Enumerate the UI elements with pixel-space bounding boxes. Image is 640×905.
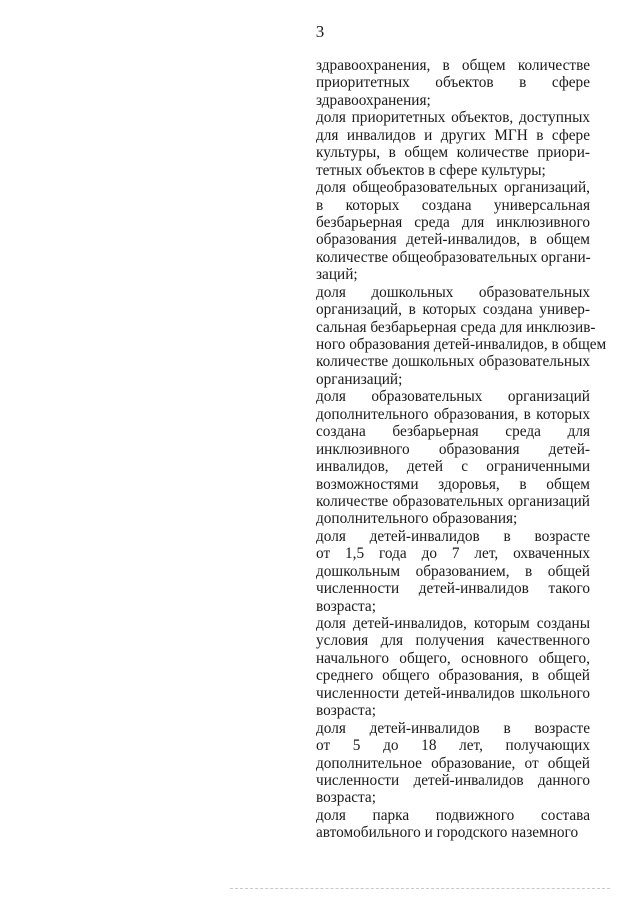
text-line: инвалидов, детей с ограниченными [316, 458, 590, 476]
text-line: доля детей-инвалидов в возрасте [316, 719, 590, 737]
paragraph [316, 807, 590, 842]
paragraph [316, 615, 590, 720]
text-line: условия для получения качественного [316, 632, 590, 650]
document-text-column [316, 57, 607, 842]
text-line: численности детей-инвалидов такого [316, 580, 590, 598]
text-line: среднего общего образования, в общей [316, 667, 590, 685]
text-line: от 1,5 года до 7 лет, охваченных [316, 545, 590, 563]
page-number: 3 [315, 22, 325, 41]
text-line: организаций, в которых создана универ- [316, 301, 590, 319]
text-line: численности детей-инвалидов школьного [316, 684, 590, 702]
text-line: здравоохранения, в общем количестве [316, 57, 590, 74]
text-line: возраста; [316, 789, 376, 807]
text-line: дополнительное образование, от общей [316, 754, 590, 772]
text-line: доля образовательных организаций [316, 388, 590, 406]
text-line: образования детей-инвалидов, в общем [316, 231, 590, 249]
text-line: количестве дошкольных образовательных [316, 353, 590, 371]
text-line: доля общеобразовательных организаций, [316, 179, 590, 197]
text-line: сальная безбарьерная среда для инклюзив- [316, 318, 596, 336]
text-line: ного образования детей-инвалидов, в общем [316, 336, 607, 353]
text-line: возраста; [316, 597, 376, 615]
text-line: возраста; [316, 702, 376, 720]
paragraph [316, 720, 590, 807]
footer-divider [230, 888, 610, 889]
text-line: количестве общеобразовательных органи- [316, 248, 591, 266]
text-line: автомобильного и городского наземного [316, 824, 579, 842]
text-line: безбарьерная среда для инклюзивного [316, 213, 590, 231]
text-line: для инвалидов и других МГН в сфере [316, 126, 590, 144]
text-line: доля дошкольных образовательных [316, 283, 590, 301]
text-line: численности детей-инвалидов данного [316, 771, 590, 789]
text-line: приоритетных объектов в сфере [316, 74, 590, 92]
text-line: создана безбарьерная среда для [316, 423, 590, 441]
paragraph [316, 179, 590, 284]
text-line: доля приоритетных объектов, доступных [316, 109, 590, 127]
text-line: доля детей-инвалидов, которым созданы [316, 615, 590, 632]
text-line: в которых создана универсальная [316, 196, 590, 214]
text-line: дополнительного образования; [316, 510, 518, 528]
paragraph [316, 388, 590, 528]
text-line: дополнительного образования, в которых [316, 405, 590, 423]
paragraph [316, 283, 607, 389]
paragraph [316, 528, 590, 615]
text-line: дошкольным образованием, в общей [316, 562, 590, 580]
text-line: начального общего, основного общего, [316, 649, 590, 667]
text-line: доля парка подвижного состава [316, 806, 590, 824]
text-line: количестве образовательных организаций [316, 492, 590, 510]
paragraph [316, 109, 590, 179]
text-line: доля детей-инвалидов в возрасте [316, 527, 590, 545]
text-line: возможностями здоровья, в общем [316, 475, 590, 493]
text-line: культуры, в общем количестве приори- [316, 144, 590, 162]
text-line: заций; [316, 266, 358, 284]
text-line: организаций; [316, 370, 403, 388]
text-line: от 5 до 18 лет, получающих [316, 737, 590, 755]
paragraph [316, 57, 590, 109]
text-line: здравоохранения; [316, 91, 431, 109]
text-line: тетных объектов в сфере культуры; [316, 161, 546, 179]
text-line: инклюзивного образования детей- [316, 440, 590, 458]
